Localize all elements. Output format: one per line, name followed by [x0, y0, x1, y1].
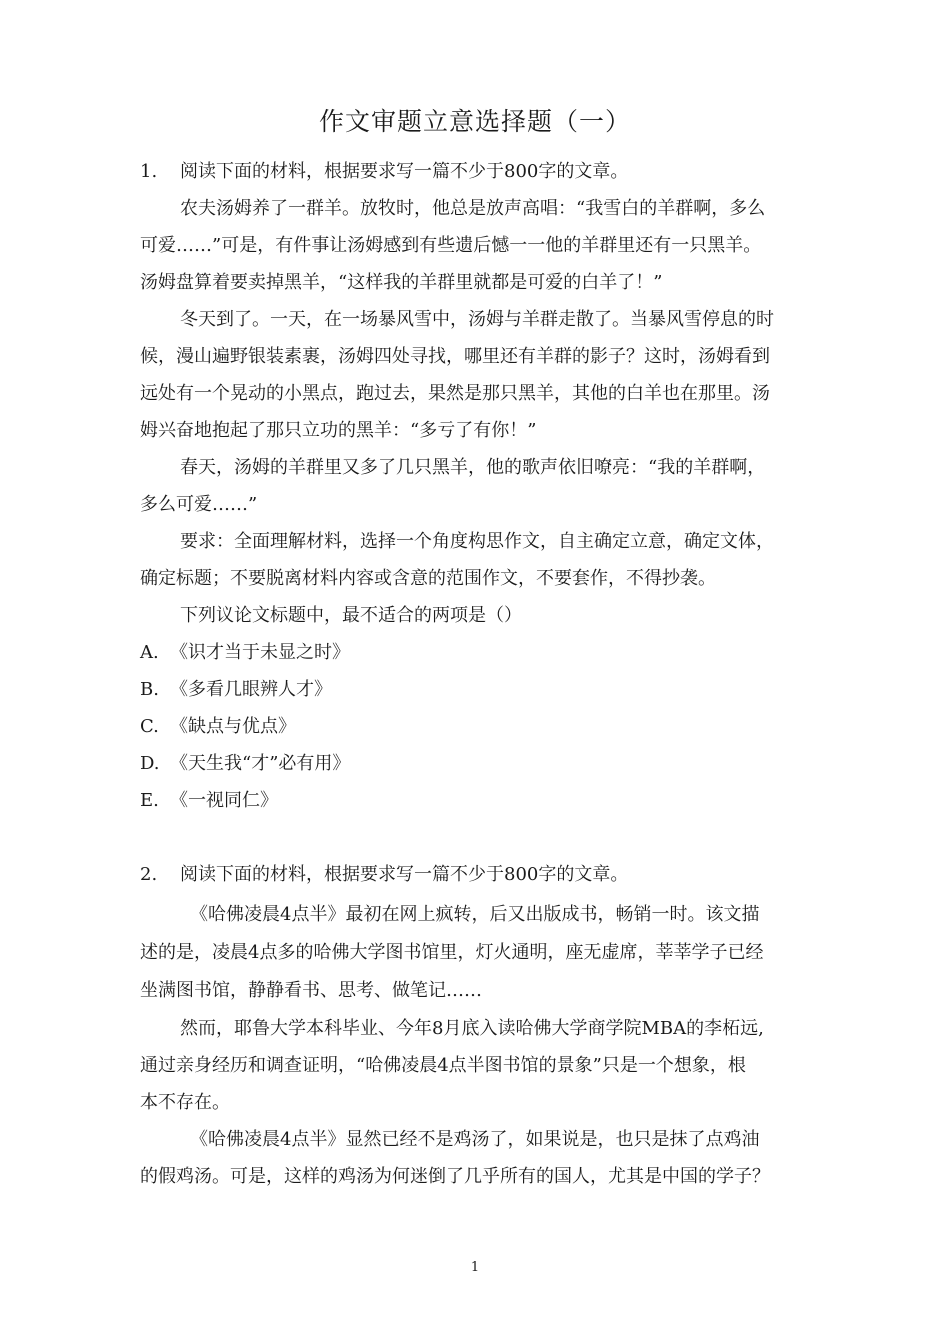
q1-p2-line-1: 冬天到了。一天，在一场暴风雪中，汤姆与羊群走散了。当暴风雪停息的时 — [180, 309, 774, 330]
option-text: 《一视同仁》 — [170, 790, 278, 811]
q1-option-a — [140, 641, 350, 665]
option-letter: D. — [140, 753, 160, 774]
q2-prompt: 阅读下面的材料，根据要求写一篇不少于800字的文章。 — [180, 864, 629, 885]
q1-p2-line-2: 候，漫山遍野银装素裹，汤姆四处寻找，哪里还有羊群的影子？这时，汤姆看到 — [140, 346, 770, 367]
q2-p1-line-1: 《哈佛凌晨4点半》最初在网上疯转，后又出版成书，畅销一时。该文描 — [190, 904, 760, 925]
q1-p3-line-2: 多么可爱……” — [140, 494, 258, 515]
q2-p1-line-3: 坐满图书馆，静静看书、思考、做笔记…… — [140, 980, 482, 1001]
q2-p2-line-2: 通过亲身经历和调查证明，“哈佛凌晨4点半图书馆的景象”只是一个想象，根 — [140, 1055, 746, 1076]
option-text: 《识才当于未显之时》 — [170, 642, 350, 663]
option-text: 《缺点与优点》 — [170, 716, 296, 737]
q2-p1-line-2: 述的是，凌晨4点多的哈佛大学图书馆里，灯火通明，座无虚席，莘莘学子已经 — [140, 942, 764, 963]
document-title: 作文审题立意选择题（一） — [318, 107, 631, 136]
option-text: 《多看几眼辨人才》 — [170, 679, 332, 700]
q2-prompt-line — [140, 863, 628, 887]
q1-option-e — [140, 789, 278, 813]
q1-p1-line-2: 可爱……”可是，有件事让汤姆感到有些遗后憾一一他的羊群里还有一只黑羊。 — [140, 235, 762, 256]
page-number: 1 — [470, 1260, 480, 1275]
option-letter: A. — [140, 642, 159, 663]
q1-requirement-line-2: 确定标题；不要脱离材料内容或含意的范围作文，不要套作，不得抄袭。 — [140, 568, 716, 589]
q1-p1-line-3: 汤姆盘算着要卖掉黑羊，“这样我的羊群里就都是可爱的白羊了！” — [140, 272, 663, 293]
q1-option-b — [140, 678, 332, 702]
q1-prompt: 阅读下面的材料，根据要求写一篇不少于800字的文章。 — [180, 161, 629, 182]
q1-option-c — [140, 715, 296, 739]
option-letter: E. — [140, 790, 159, 811]
q1-requirement-line-1: 要求：全面理解材料，选择一个角度构思作文，自主确定立意，确定文体， — [180, 531, 774, 552]
q2-p3-line-1: 《哈佛凌晨4点半》显然已经不是鸡汤了，如果说是，也只是抹了点鸡油 — [190, 1129, 760, 1150]
option-letter: B. — [140, 679, 159, 700]
q1-p1-line-1: 农夫汤姆养了一群羊。放牧时，他总是放声高唱：“我雪白的羊群啊，多么 — [180, 198, 766, 219]
option-text: 《天生我“才”必有用》 — [170, 753, 351, 774]
q1-option-d — [140, 752, 350, 776]
q1-question: 下列议论文标题中，最不适合的两项是（） — [180, 605, 522, 626]
option-letter: C. — [140, 716, 159, 737]
q2-p2-line-3: 本不存在。 — [140, 1092, 230, 1113]
q1-prompt-line — [140, 160, 628, 184]
q2-p2-line-1: 然而，耶鲁大学本科毕业、今年8月底入读哈佛大学商学院MBA的李柘远, — [180, 1018, 764, 1039]
q1-number: 1. — [140, 161, 158, 182]
q1-p3-line-1: 春天，汤姆的羊群里又多了几只黑羊，他的歌声依旧嘹亮：“我的羊群啊， — [180, 457, 766, 478]
q1-p2-line-4: 姆兴奋地抱起了那只立功的黑羊：“多亏了有你！” — [140, 420, 537, 441]
q2-p3-line-2: 的假鸡汤。可是，这样的鸡汤为何迷倒了几乎所有的国人，尤其是中国的学子？ — [140, 1166, 770, 1187]
q1-p2-line-3: 远处有一个晃动的小黑点，跑过去，果然是那只黑羊，其他的白羊也在那里。汤 — [140, 383, 770, 404]
q2-number: 2. — [140, 864, 158, 885]
